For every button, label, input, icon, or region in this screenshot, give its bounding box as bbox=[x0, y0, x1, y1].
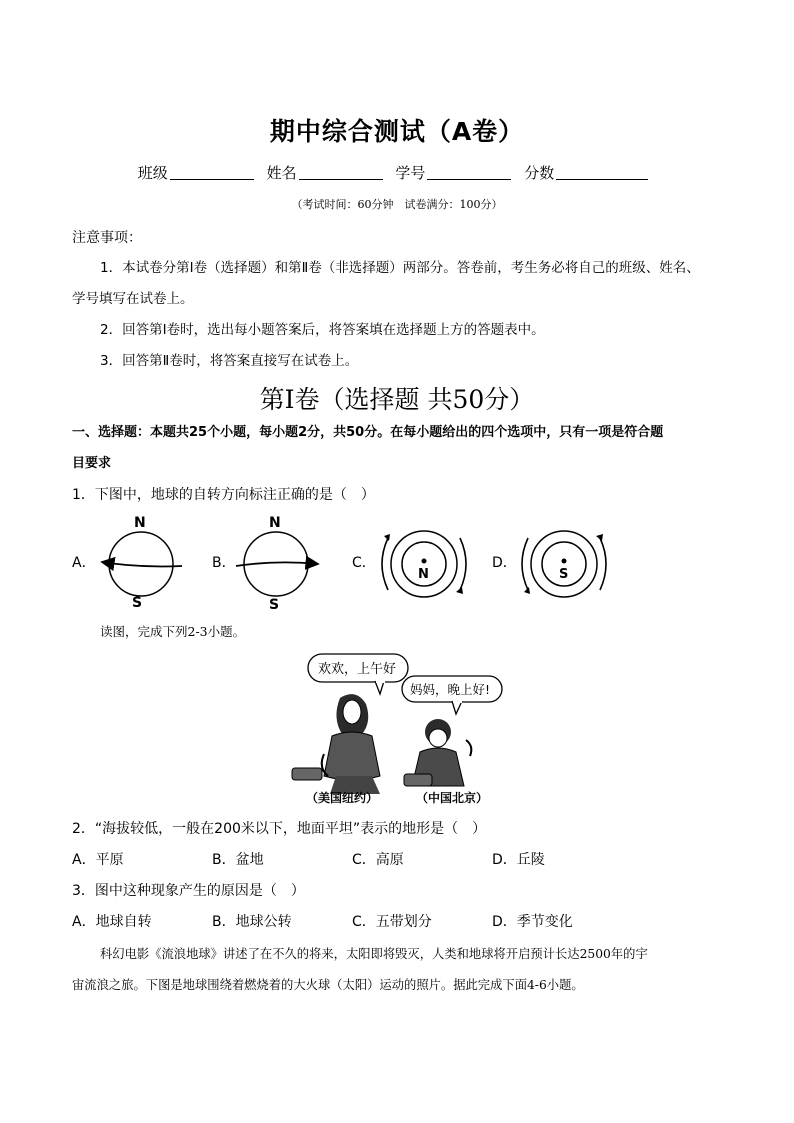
passage-line-1: 科幻电影《流浪地球》讲述了在不久的将来，太阳即将毁灭，人类和地球将开启预计长达2500年的宇 bbox=[100, 947, 648, 961]
south-pole-label: S bbox=[559, 567, 569, 582]
class-label: 班级 bbox=[137, 164, 168, 182]
north-label: N bbox=[269, 515, 281, 531]
section-heading: 第Ⅰ卷（选择题 共50分） bbox=[259, 385, 535, 414]
q2-option-c: C．高原 bbox=[352, 852, 404, 868]
q1-option-d-label: D． bbox=[492, 555, 517, 571]
earth-diagram-b bbox=[232, 512, 332, 612]
score-label: 分数 bbox=[524, 164, 555, 182]
q1-option-b-label: B． bbox=[212, 555, 236, 571]
phone-call-cartoon bbox=[280, 650, 520, 810]
q3-option-b: B．地球公转 bbox=[212, 914, 292, 930]
notice-item-3: 3．回答第Ⅱ卷时，将答案直接写在试卷上。 bbox=[100, 353, 359, 369]
exam-time-note: （考试时间：60分钟 试卷满分：100分） bbox=[291, 198, 503, 211]
bubble-right-text: 妈妈，晚上好! bbox=[410, 682, 491, 697]
earth-diagram-a bbox=[96, 512, 196, 612]
score-blank[interactable] bbox=[556, 165, 648, 180]
page-title: 期中综合测试（A卷） bbox=[269, 117, 525, 146]
q3-option-d: D．季节变化 bbox=[492, 914, 573, 930]
read-prompt: 读图，完成下列2-3小题。 bbox=[100, 624, 246, 639]
north-pole-label: N bbox=[418, 567, 429, 582]
earth-diagram-d bbox=[514, 524, 614, 604]
name-label: 姓名 bbox=[266, 164, 297, 182]
notice-heading: 注意事项： bbox=[72, 230, 142, 246]
q3-option-a: A．地球自转 bbox=[72, 914, 152, 930]
q2-option-d: D．丘陵 bbox=[492, 852, 545, 868]
number-label: 学号 bbox=[395, 164, 426, 182]
south-label: S bbox=[132, 595, 143, 611]
caption-right: （中国北京） bbox=[416, 791, 489, 805]
name-blank[interactable] bbox=[299, 165, 383, 180]
earth-diagram-c bbox=[374, 524, 474, 604]
woman-figure bbox=[292, 694, 380, 794]
number-blank[interactable] bbox=[427, 165, 511, 180]
q2-option-a: A．平原 bbox=[72, 852, 124, 868]
bubble-left-text: 欢欢，上午好 bbox=[318, 662, 397, 677]
q1-option-a-label: A． bbox=[72, 555, 96, 571]
section-instruction-line-1: 一、选择题：本题共25个小题，每小题2分，共50分。在每小题给出的四个选项中，只有一项是符合题 bbox=[72, 425, 664, 440]
student-info-line bbox=[0, 162, 794, 183]
notice-item-1-line-2: 学号填写在试卷上。 bbox=[72, 291, 194, 307]
notice-item-2: 2．回答第Ⅰ卷时，选出每小题答案后，将答案填在选择题上方的答题表中。 bbox=[100, 322, 545, 338]
passage-line-2: 宙流浪之旅。下图是地球围绕着燃烧着的大火球（太阳）运动的照片。据此完成下面4-6小题。 bbox=[72, 978, 584, 992]
notice-item-1-line-1: 1．本试卷分第Ⅰ卷（选择题）和第Ⅱ卷（非选择题）两部分。答卷前，考生务必将自己的班级、姓名、 bbox=[100, 260, 700, 276]
caption-left: （美国纽约） bbox=[306, 791, 379, 805]
q3-option-c: C．五带划分 bbox=[352, 914, 432, 930]
class-blank[interactable] bbox=[170, 165, 254, 180]
question-3-stem: 3．图中这种现象产生的原因是（ ） bbox=[72, 883, 305, 899]
girl-figure bbox=[404, 719, 471, 786]
north-label: N bbox=[134, 515, 146, 531]
q2-option-b: B．盆地 bbox=[212, 852, 264, 868]
section-instruction-line-2: 目要求 bbox=[72, 456, 112, 471]
q1-option-c-label: C． bbox=[352, 555, 376, 571]
south-label: S bbox=[269, 597, 280, 612]
question-2-stem: 2．“海拔较低，一般在200米以下，地面平坦”表示的地形是（ ） bbox=[72, 821, 487, 837]
question-1-stem: 1．下图中，地球的自转方向标注正确的是（ ） bbox=[72, 487, 375, 503]
